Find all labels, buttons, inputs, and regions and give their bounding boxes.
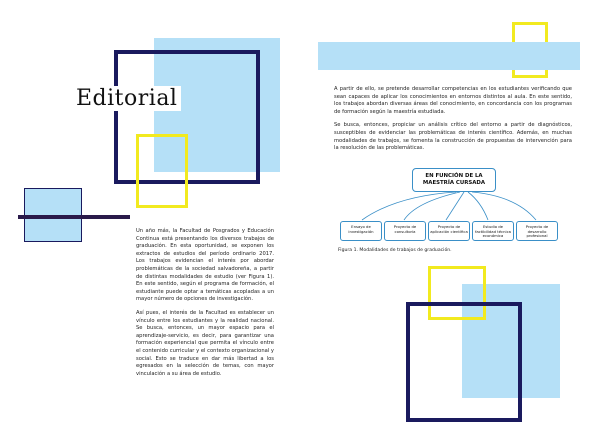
connector-4 — [468, 192, 488, 220]
page-title: Editorial — [76, 86, 181, 111]
diagram-child-2: Proyecto de consultoría — [384, 221, 426, 241]
left-paragraph-2: Así pues, el interés de la Facultad es establecer un vínculo entre los estudiantes y la realidad nacional. Se busca, entonces, un mayor espacio para el aprendizaje-servicio, es decir, para garantizar una formación experiencial que permita el vínculo entre el contenido curricular y el contexto organizacional y social. Esto se traduce en dar más libertad a los egresados en la selección de temas, con mayor vinculación a su área de estudio. — [136, 309, 274, 377]
navy-frame-bottom-right — [406, 302, 522, 422]
yellow-frame-top-left — [136, 134, 188, 208]
connector-5 — [472, 192, 536, 220]
diagram-child-5: Proyecto de desarrollo profesional — [516, 221, 558, 241]
connector-2 — [404, 192, 460, 220]
figure-caption: Figura 1. Modalidades de trabajos de graduación. — [338, 248, 452, 253]
diagram-child-1: Ensayo de investigación — [340, 221, 382, 241]
connector-3 — [446, 192, 464, 220]
right-paragraph-1: A partir de ello, se pretende desarrollar competencias en los estudiantes verificando que sean capaces de aplicar los conocimientos en entornos distintos al aula. En este sentido, los trabajos abordan diversas áreas del conocimiento, en concordancia con los programas de formación según la maestría estudiada. — [334, 86, 572, 115]
left-paragraph-1: Un año más, la Facultad de Posgrados y Educación Continua está presentando los diversos trabajos de graduación. En esta oportunidad, se exponen los extractos de estudios del período ordinario 2017. Los trabajos evidencian el interés por abordar problemáticas de la sociedad salvadoreña, a partir de distintas modalidades de estudio (ver Figura 1). En este sentido, según el programa de formación, el estudiante puede optar a temáticas acopladas a un mayor número de opciones de investigación. — [136, 228, 274, 303]
left-column-text — [136, 228, 274, 384]
diagram-child-4: Estudio de factibilidad técnica económica — [472, 221, 514, 241]
light-blue-band-top-right — [318, 42, 580, 70]
diagram-child-3: Proyecto de aplicación científica — [428, 221, 470, 241]
right-paragraph-2: Se busca, entonces, propiciar un análisis crítico del entorno a partir de diagnósticos, susceptibles de evidenciar las problemáticas de interés científico. Además, en muchas modalidades de trabajos, se fomenta la construcción de propuestas de intervención para la resolución de las problemáticas. — [334, 122, 572, 152]
dark-horizontal-bar — [18, 215, 130, 219]
connector-1 — [362, 192, 456, 220]
diagram-root-box: EN FUNCIÓN DE LA MAESTRÍA CURSADA — [412, 168, 496, 192]
right-column-text — [334, 86, 572, 159]
